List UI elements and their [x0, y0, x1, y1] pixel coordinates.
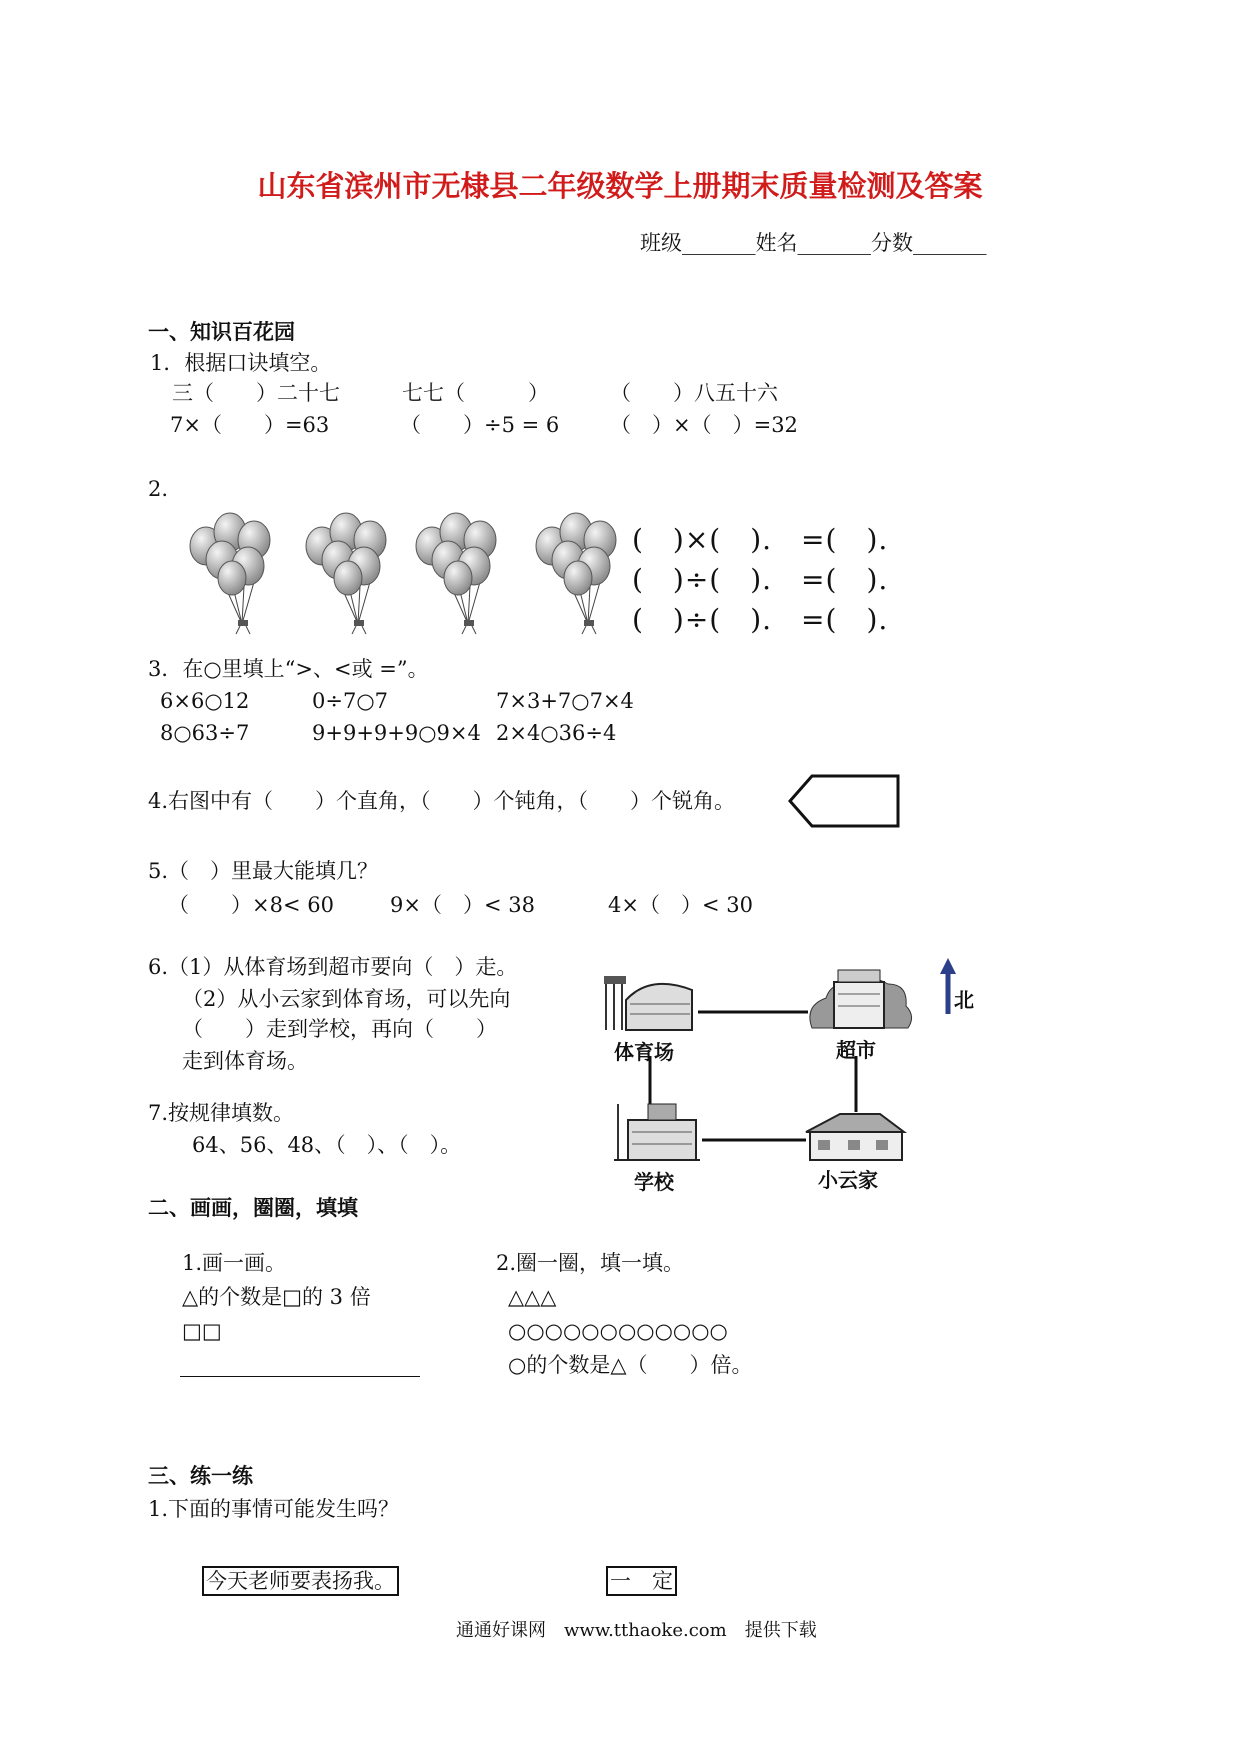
q5-item: （ ）×8< 60 [168, 893, 334, 917]
header-fields: 班级_______姓名_______分数_______ [640, 231, 987, 255]
answer-line [180, 1376, 420, 1377]
map-label-north: 北 [954, 988, 974, 1012]
s2-q1-prompt: 1.画一画。 [182, 1251, 287, 1275]
school-icon [614, 1104, 700, 1160]
q1-item: （ ）×（ ）=32 [610, 413, 798, 437]
q5-item: 4×（ ）< 30 [608, 893, 753, 917]
q6-line: 走到体育场。 [182, 1049, 308, 1073]
section-2-heading: 二、画画，圈圈，填填 [148, 1195, 358, 1220]
q6-line: （2）从小云家到体育场，可以先向 [182, 987, 511, 1011]
choice-box: 一 定 [606, 1566, 677, 1596]
q3-item: 6×6○12 [160, 689, 250, 713]
q7-sequence: 64、56、48、（ ）、（ ）。 [192, 1133, 462, 1157]
map-label-home: 小云家 [818, 1168, 878, 1192]
q1-item: 7×（ ）=63 [170, 413, 330, 437]
section-1-heading: 一、知识百花园 [148, 319, 295, 344]
q3-item: 8○63÷7 [160, 721, 250, 745]
q2-equation: ( )÷( ). =( ). [632, 563, 889, 596]
map-label-school: 学校 [634, 1170, 674, 1194]
q1-item: （ ）÷5 = 6 [400, 413, 560, 437]
q1-prompt: 1．根据口诀填空。 [150, 351, 332, 375]
house-icon [806, 1114, 904, 1160]
stadium-icon [604, 976, 692, 1030]
s3-q1-prompt: 1.下面的事情可能发生吗？ [148, 1497, 400, 1521]
s2-q2-answer: ○的个数是△（ ）倍。 [508, 1353, 753, 1377]
q6-line: 6.（1）从体育场到超市要向（ ）走。 [148, 955, 518, 979]
q2-number: 2. [148, 477, 169, 501]
s2-q2-triangles: △△△ [508, 1285, 557, 1309]
q1-item: 七七（ ） [402, 381, 549, 405]
q6-line: （ ）走到学校，再向（ ） [182, 1017, 497, 1041]
q1-item: 三（ ）二十七 [172, 381, 340, 405]
q7-prompt: 7.按规律填数。 [148, 1101, 295, 1125]
footer-note: 通通好课网 www.tthaoke.com 提供下载 [456, 1620, 817, 1641]
q3-item: 0÷7○7 [312, 689, 389, 713]
q3-prompt: 3．在○里填上“>、<或 =”。 [148, 657, 429, 681]
s2-q2-circles: ○○○○○○○○○○○○ [508, 1319, 728, 1343]
q4-text: 4.右图中有（ ）个直角，（ ）个钝角，（ ）个锐角。 [148, 789, 736, 813]
section-3-heading: 三、练一练 [148, 1463, 253, 1488]
q3-item: 7×3+7○7×4 [496, 689, 634, 713]
q3-item: 2×4○36÷4 [496, 721, 617, 745]
s2-q2-prompt: 2.圈一圈，填一填。 [496, 1251, 685, 1275]
map-label-market: 超市 [836, 1038, 876, 1062]
s2-q1-shapes: □□ [182, 1319, 222, 1343]
page-title: 山东省滨州市无棣县二年级数学上册期末质量检测及答案 [257, 169, 983, 203]
s2-q1-desc: △的个数是□的 3 倍 [182, 1285, 371, 1309]
q5-item: 9×（ ）< 38 [390, 893, 535, 917]
q1-item: （ ）八五十六 [610, 381, 778, 405]
q3-item: 9+9+9+9○9×4 [312, 721, 481, 745]
q2-equation: ( )÷( ). =( ). [632, 603, 889, 636]
map-label-stadium: 体育场 [614, 1040, 674, 1064]
supermarket-icon [810, 970, 912, 1028]
q5-prompt: 5.（ ）里最大能填几？ [148, 859, 379, 883]
event-box: 今天老师要表扬我。 [202, 1566, 399, 1596]
q2-equation: ( )×( ). =( ). [632, 523, 889, 556]
